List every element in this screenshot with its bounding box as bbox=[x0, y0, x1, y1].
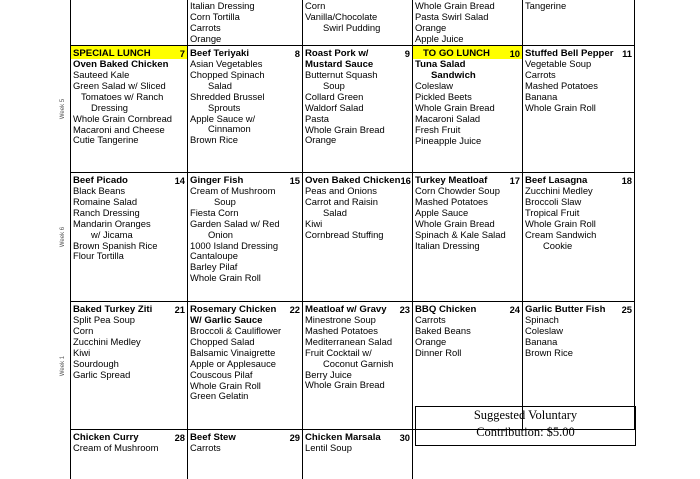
menu-item: Brown Spanish Rice bbox=[73, 239, 158, 251]
day-cell bbox=[523, 173, 635, 301]
menu-item: Macaroni and Cheese bbox=[73, 123, 165, 135]
menu-item: Cutie Tangerine bbox=[73, 134, 139, 146]
day-cell bbox=[413, 0, 523, 45]
day-number: 8 bbox=[294, 48, 300, 59]
menu-item: Dinner Roll bbox=[415, 346, 462, 358]
day-menu-items bbox=[190, 0, 300, 45]
menu-item: Whole Grain Bread bbox=[305, 379, 385, 391]
menu-item: Whole Grain Roll bbox=[190, 379, 261, 391]
menu-item: Whole Grain Bread bbox=[415, 101, 495, 113]
menu-item: Apple or Applesauce bbox=[190, 357, 276, 369]
day-title: Chicken Marsala bbox=[305, 432, 381, 443]
menu-item: Chopped Salad bbox=[190, 335, 255, 347]
day-number: 22 bbox=[289, 304, 300, 315]
menu-item: Dressing bbox=[91, 101, 128, 113]
day-number: 28 bbox=[174, 432, 185, 443]
menu-item: Split Pea Soup bbox=[73, 314, 136, 325]
day-cell bbox=[523, 0, 635, 45]
menu-item: Minestrone Soup bbox=[305, 314, 376, 325]
menu-item: Sourdough bbox=[73, 357, 119, 369]
day-menu-items bbox=[415, 186, 520, 251]
day-menu-items bbox=[305, 315, 410, 391]
calendar-week-row bbox=[60, 45, 635, 172]
menu-item: Green Salad w/ Sliced bbox=[73, 79, 166, 91]
menu-item: Brown Rice bbox=[525, 346, 573, 358]
day-menu-items bbox=[525, 315, 632, 359]
menu-item: Apple Sauce bbox=[415, 206, 469, 218]
menu-item: Garden Salad w/ Red bbox=[190, 217, 280, 229]
menu-item: Peas and Onions bbox=[305, 185, 377, 196]
menu-item: Whole Grain Bread bbox=[415, 217, 495, 229]
day-title: Oven Baked Chicken bbox=[305, 175, 401, 186]
day-title: Turkey Meatloaf bbox=[415, 175, 488, 186]
menu-item: Whole Grain Bread bbox=[415, 0, 495, 11]
day-cell bbox=[413, 173, 523, 301]
menu-item: Kiwi bbox=[305, 217, 323, 229]
menu-item: Berry Juice bbox=[305, 368, 352, 380]
day-menu-items bbox=[525, 59, 632, 114]
day-title: Beef Teriyaki bbox=[190, 48, 250, 59]
menu-item: Whole Grain Bread bbox=[305, 123, 385, 135]
menu-item: Broccoli Slaw bbox=[525, 195, 582, 207]
menu-item: Soup bbox=[323, 79, 345, 91]
day-number: 17 bbox=[509, 175, 520, 186]
day-menu-items bbox=[190, 186, 300, 284]
menu-item: Black Beans bbox=[73, 185, 126, 196]
menu-item: Zucchini Medley bbox=[525, 185, 593, 196]
day-title: BBQ Chicken bbox=[415, 304, 477, 315]
menu-item: Spinach & Kale Salad bbox=[415, 228, 506, 240]
menu-item: Mandarin Oranges bbox=[73, 217, 151, 229]
menu-item: Ranch Dressing bbox=[73, 206, 140, 218]
day-cell bbox=[303, 0, 413, 45]
menu-item: Tropical Fruit bbox=[525, 206, 580, 218]
day-menu-items bbox=[73, 186, 185, 262]
day-number: 16 bbox=[400, 175, 411, 186]
menu-item: Corn Tortilla bbox=[190, 10, 240, 22]
day-header bbox=[303, 430, 412, 443]
day-cell bbox=[71, 0, 188, 45]
day-cell bbox=[413, 46, 523, 172]
menu-item: Coconut Garnish bbox=[323, 357, 394, 369]
menu-item: Green Gelatin bbox=[190, 390, 249, 402]
menu-item: Pasta bbox=[305, 112, 329, 124]
calendar-week-row bbox=[71, 0, 635, 45]
menu-item: 1000 Island Dressing bbox=[190, 239, 279, 251]
menu-item: Mashed Potatoes bbox=[415, 195, 488, 207]
week-label: Week 5 bbox=[60, 98, 67, 120]
menu-item: Lentil Soup bbox=[305, 442, 352, 453]
menu-item: Broccoli & Cauliflower bbox=[190, 325, 282, 336]
day-number: 24 bbox=[509, 304, 520, 315]
day-header bbox=[303, 46, 412, 59]
menu-item: Chopped Spinach bbox=[190, 68, 265, 80]
day-title: Garlic Butter Fish bbox=[525, 304, 606, 315]
menu-item: Macaroni Salad bbox=[415, 112, 481, 124]
day-cell bbox=[303, 302, 413, 429]
menu-item: Carrots bbox=[190, 442, 221, 453]
menu-item: Cantaloupe bbox=[190, 250, 238, 262]
menu-item: Corn bbox=[305, 0, 326, 11]
menu-item: Mashed Potatoes bbox=[305, 324, 378, 336]
menu-item: Pasta Swirl Salad bbox=[415, 10, 489, 22]
menu-item: Mediterranean Salad bbox=[305, 335, 393, 347]
day-number: 21 bbox=[174, 304, 185, 315]
menu-item: Banana bbox=[525, 90, 558, 102]
day-header bbox=[188, 302, 302, 315]
day-menu-items bbox=[305, 443, 410, 454]
menu-item: Butternut Squash bbox=[305, 69, 378, 80]
day-number: 10 bbox=[509, 48, 520, 59]
day-cell bbox=[71, 173, 188, 301]
day-number: 30 bbox=[399, 432, 410, 443]
menu-item: Vanilla/Chocolate bbox=[305, 10, 378, 22]
menu-item: Corn Chowder Soup bbox=[415, 185, 500, 196]
day-menu-items bbox=[73, 443, 185, 454]
day-menu-items bbox=[305, 70, 410, 146]
day-cell bbox=[303, 46, 413, 172]
menu-item: Fruit Cocktail w/ bbox=[305, 346, 372, 358]
day-cell bbox=[71, 430, 188, 479]
menu-item: Whole Grain Roll bbox=[190, 272, 261, 284]
day-header bbox=[413, 46, 522, 59]
menu-item: Fiesta Corn bbox=[190, 206, 239, 218]
menu-item: Shredded Brussel bbox=[190, 90, 265, 102]
menu-item: Whole Grain Roll bbox=[525, 217, 596, 229]
day-menu-items bbox=[415, 81, 520, 146]
menu-item: Soup bbox=[214, 195, 236, 207]
contribution-amount: Contribution: $5.00 bbox=[476, 425, 575, 439]
day-title: Chicken Curry bbox=[73, 432, 139, 443]
menu-item: Cream Sandwich bbox=[525, 228, 597, 240]
suggested-contribution-box bbox=[415, 406, 636, 446]
menu-item: Carrot and Raisin bbox=[305, 195, 378, 207]
menu-item: Salad bbox=[323, 206, 347, 218]
menu-item: Spinach bbox=[525, 314, 559, 325]
menu-item: Brown Rice bbox=[190, 134, 238, 146]
menu-item: Orange bbox=[415, 21, 447, 33]
menu-item: Coleslaw bbox=[415, 80, 454, 91]
contribution-line: Suggested Voluntary bbox=[473, 408, 578, 422]
menu-item: Sprouts bbox=[208, 101, 241, 113]
day-menu-items bbox=[525, 0, 632, 12]
day-title: Meatloaf w/ Gravy bbox=[305, 304, 387, 315]
day-entree-continued: Sandwich bbox=[431, 70, 476, 81]
day-title: TO GO LUNCH bbox=[423, 48, 490, 59]
menu-item: Garlic Spread bbox=[73, 368, 131, 380]
day-number: 18 bbox=[621, 175, 632, 186]
day-title: Beef Lasagna bbox=[525, 175, 588, 186]
menu-item: Sauteed Kale bbox=[73, 69, 130, 80]
day-menu-items bbox=[73, 315, 185, 380]
menu-item: Collard Green bbox=[305, 90, 364, 102]
day-entree: Mustard Sauce bbox=[305, 59, 374, 70]
menu-item: Whole Grain Roll bbox=[525, 101, 596, 113]
menu-item: Cornbread Stuffing bbox=[305, 228, 384, 240]
day-entree: Oven Baked Chicken bbox=[73, 59, 169, 70]
day-menu-items bbox=[305, 186, 410, 241]
day-title: Baked Turkey Ziti bbox=[73, 304, 153, 315]
week-label: Week 6 bbox=[60, 226, 67, 248]
menu-item: Orange bbox=[305, 134, 337, 146]
day-title: SPECIAL LUNCH bbox=[73, 48, 151, 59]
menu-item: Waldorf Salad bbox=[305, 101, 364, 113]
day-cell bbox=[188, 173, 303, 301]
day-cell bbox=[303, 430, 413, 479]
menu-item: Orange bbox=[190, 32, 222, 44]
menu-item: Carrots bbox=[190, 21, 221, 33]
menu-item: Coleslaw bbox=[525, 324, 564, 336]
day-cell bbox=[188, 430, 303, 479]
menu-item: Kiwi bbox=[73, 346, 91, 358]
day-number: 23 bbox=[399, 304, 410, 315]
menu-item: Barley Pilaf bbox=[190, 261, 238, 273]
menu-item: Flour Tortilla bbox=[73, 250, 124, 262]
day-cell bbox=[188, 0, 303, 45]
menu-item: Apple Juice bbox=[415, 32, 464, 44]
day-entree: W/ Garlic Sauce bbox=[190, 315, 263, 326]
menu-item: Italian Dressing bbox=[190, 0, 255, 11]
day-entree: Tuna Salad bbox=[415, 59, 466, 70]
calendar-week-row bbox=[60, 172, 635, 301]
day-header bbox=[188, 430, 302, 443]
menu-item: Onion bbox=[208, 228, 234, 240]
menu-item: Cream of Mushroom bbox=[190, 185, 276, 196]
day-number: 15 bbox=[289, 175, 300, 186]
day-title: Rosemary Chicken bbox=[190, 304, 277, 315]
day-cell bbox=[523, 46, 635, 172]
menu-item: Swirl Pudding bbox=[323, 21, 381, 33]
day-number: 7 bbox=[179, 48, 185, 59]
day-cell bbox=[188, 302, 303, 429]
menu-item: Tomatoes w/ Ranch bbox=[81, 90, 164, 102]
day-cell bbox=[303, 173, 413, 301]
day-number: 9 bbox=[404, 48, 410, 59]
menu-item: Tangerine bbox=[525, 0, 567, 11]
menu-item: Carrots bbox=[415, 314, 446, 325]
day-menu-items bbox=[415, 315, 520, 359]
menu-item: w/ Jicama bbox=[91, 228, 133, 240]
day-cell bbox=[71, 302, 188, 429]
day-number: 29 bbox=[289, 432, 300, 443]
menu-item: Zucchini Medley bbox=[73, 335, 141, 347]
day-header bbox=[71, 430, 187, 443]
week-label: Week 1 bbox=[60, 355, 67, 376]
menu-item: Fresh Fruit bbox=[415, 123, 461, 135]
day-cell bbox=[188, 46, 303, 172]
day-menu-items bbox=[190, 326, 300, 402]
day-menu-items bbox=[190, 59, 300, 146]
day-title: Stuffed Bell Pepper bbox=[525, 48, 614, 59]
menu-item: Cookie bbox=[543, 239, 573, 251]
menu-item: Cinnamon bbox=[208, 123, 251, 135]
menu-item: Balsamic Vinaigrette bbox=[190, 346, 276, 358]
menu-item: Couscous Pilaf bbox=[190, 368, 253, 380]
day-title: Roast Pork w/ bbox=[305, 48, 369, 59]
day-menu-items bbox=[190, 443, 300, 454]
day-number: 11 bbox=[622, 48, 632, 59]
day-title: Ginger Fish bbox=[190, 175, 244, 186]
day-number: 14 bbox=[174, 175, 185, 186]
menu-item: Romaine Salad bbox=[73, 195, 138, 207]
menu-item: Pickled Beets bbox=[415, 90, 472, 102]
menu-item: Corn bbox=[73, 324, 94, 336]
menu-item: Asian Vegetables bbox=[190, 58, 263, 69]
day-number: 25 bbox=[621, 304, 632, 315]
menu-item: Salad bbox=[208, 79, 232, 91]
menu-item: Orange bbox=[415, 335, 447, 347]
menu-item: Carrots bbox=[525, 68, 556, 80]
day-title: Beef Picado bbox=[73, 175, 128, 186]
day-title: Beef Stew bbox=[190, 432, 236, 443]
menu-item: Mashed Potatoes bbox=[525, 79, 598, 91]
menu-item: Apple Sauce w/ bbox=[190, 112, 256, 124]
menu-item: Baked Beans bbox=[415, 324, 471, 336]
day-header bbox=[71, 46, 187, 59]
menu-item: Pineapple Juice bbox=[415, 134, 482, 146]
menu-item: Vegetable Soup bbox=[525, 58, 592, 69]
day-cell bbox=[71, 46, 188, 172]
day-menu-items bbox=[525, 186, 632, 251]
day-menu-items bbox=[305, 0, 410, 34]
menu-item: Cream of Mushroom bbox=[73, 442, 159, 453]
menu-item: Whole Grain Cornbread bbox=[73, 112, 173, 124]
day-menu-items bbox=[415, 0, 520, 45]
menu-item: Italian Dressing bbox=[415, 239, 480, 251]
menu-item: Banana bbox=[525, 335, 558, 347]
day-menu-items bbox=[73, 70, 185, 146]
